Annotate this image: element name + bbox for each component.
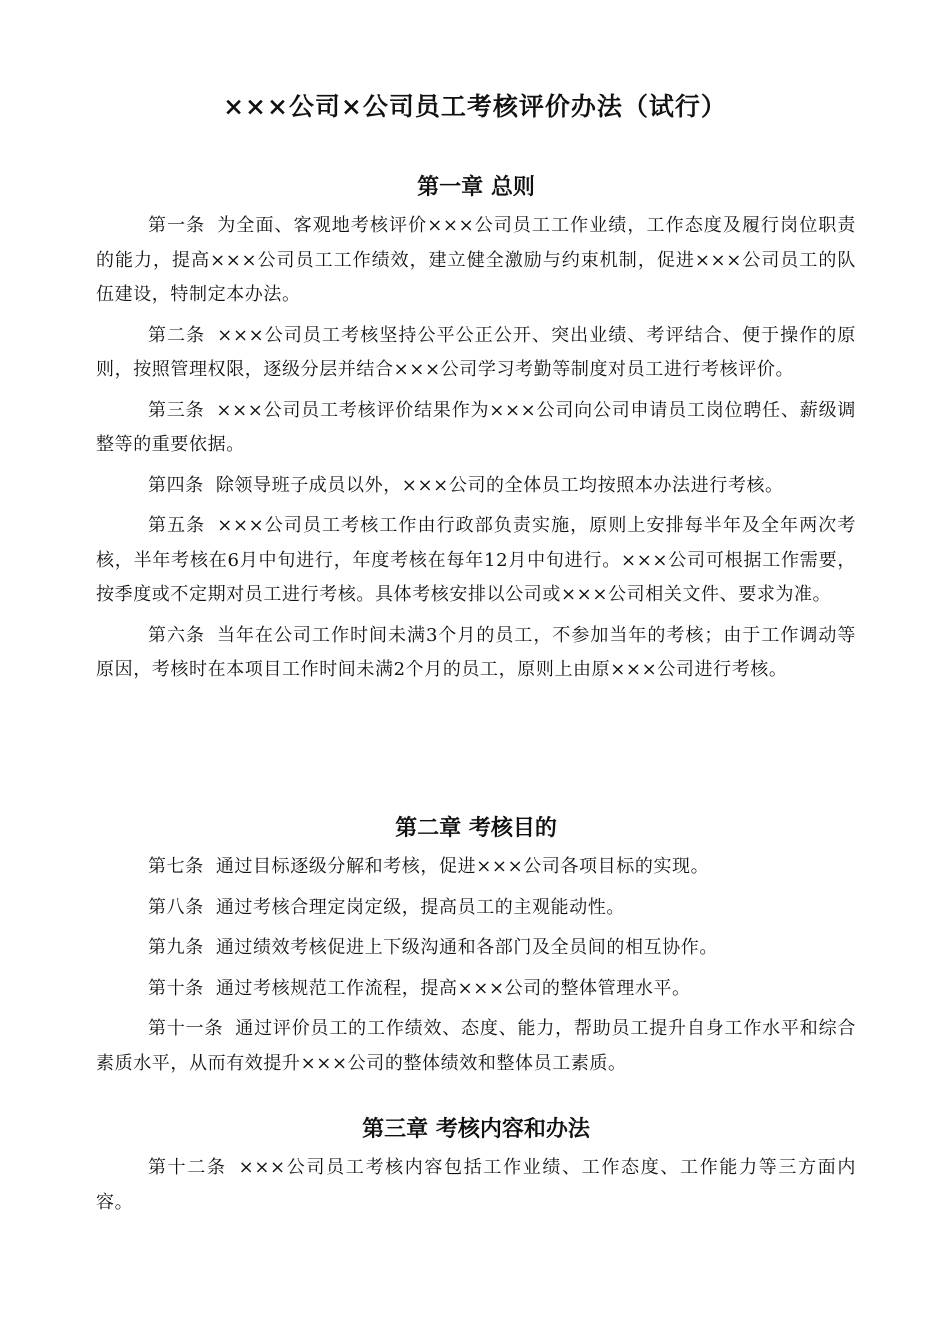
article-text: 除领导班子成员以外，×××公司的全体员工均按照本办法进行考核。 [215,474,784,496]
article-text: 通过考核规范工作流程，提高×××公司的整体管理水平。 [215,977,691,999]
chapter-title: 第三章 考核内容和办法 [362,1116,590,1142]
article-6 [96,619,856,688]
article-2 [96,319,856,388]
article-text: 通过绩效考核促进上下级沟通和各部门及全员间的相互协作。 [215,937,719,958]
article-number: 第十条 [148,977,204,999]
chapter-2 [96,812,856,1081]
article-number: 第五条 [148,515,206,536]
article-9 [96,931,856,966]
article-number: 第十二条 [148,1157,227,1178]
article-number: 第三条 [148,399,205,421]
article-text: ×××公司员工考核工作由行政部负责实施，原则上安排每半年及全年两次考核，半年考核在6月中旬进行，年度考核在每年12月中旬进行。×××公司可根据工作需要，按季度或不定期对员工进行考核。具体考核安排以公司或×××公司相关文件、要求为准。 [96,515,856,605]
article-text: 当年在公司工作时间未满3个月的员工，不参加当年的考核；由于工作调动等原因，考核时在本项目工作时间未满2个月的员工，原则上由原×××公司进行考核。 [96,624,856,680]
chapter-title: 第二章 考核目的 [395,815,557,841]
chapter-title: 第一章 总则 [417,174,535,200]
article-text: ×××公司员工考核评价结果作为×××公司向公司申请员工岗位聘任、薪级调整等的重要依据。 [96,399,856,455]
article-number: 第二条 [148,324,206,346]
article-text: 通过评价员工的工作绩效、态度、能力，帮助员工提升自身工作水平和综合素质水平，从而有效提升×××公司的整体绩效和整体员工素质。 [96,1018,857,1074]
article-number: 第九条 [148,937,204,958]
article-8 [96,891,856,926]
article-4 [96,469,856,504]
article-text: ×××公司员工考核内容包括工作业绩、工作态度、工作能力等三方面内容。 [96,1157,856,1213]
chapter-1 [96,171,856,688]
article-10 [96,972,856,1007]
article-12 [96,1151,856,1220]
article-3 [96,394,856,463]
article-5 [96,509,856,613]
chapter-3 [96,1113,856,1220]
article-text: 通过目标逐级分解和考核，促进×××公司各项目标的实现。 [215,856,710,877]
article-number: 第七条 [148,856,204,877]
article-number: 第六条 [148,624,205,646]
article-text: 通过考核合理定岗定级，提高员工的主观能动性。 [215,896,626,918]
article-number: 第十一条 [148,1018,224,1039]
article-number: 第八条 [148,896,204,918]
article-text: ×××公司员工考核坚持公平公正公开、突出业绩、考评结合、便于操作的原则，按照管理权限，逐级分层并结合×××公司学习考勤等制度对员工进行考核评价。 [96,324,856,380]
article-7 [96,850,856,885]
article-text: 为全面、客观地考核评价×××公司员工工作业绩，工作态度及履行岗位职责的能力，提高×××公司员工工作绩效，建立健全激励与约束机制，促进×××公司员工的队伍建设，特制定本办法。 [96,215,856,305]
article-1 [96,209,856,313]
document-title: ×××公司×公司员工考核评价办法（试行） [223,91,727,121]
article-number: 第四条 [148,474,204,496]
article-11 [96,1012,856,1081]
article-number: 第一条 [148,215,206,236]
